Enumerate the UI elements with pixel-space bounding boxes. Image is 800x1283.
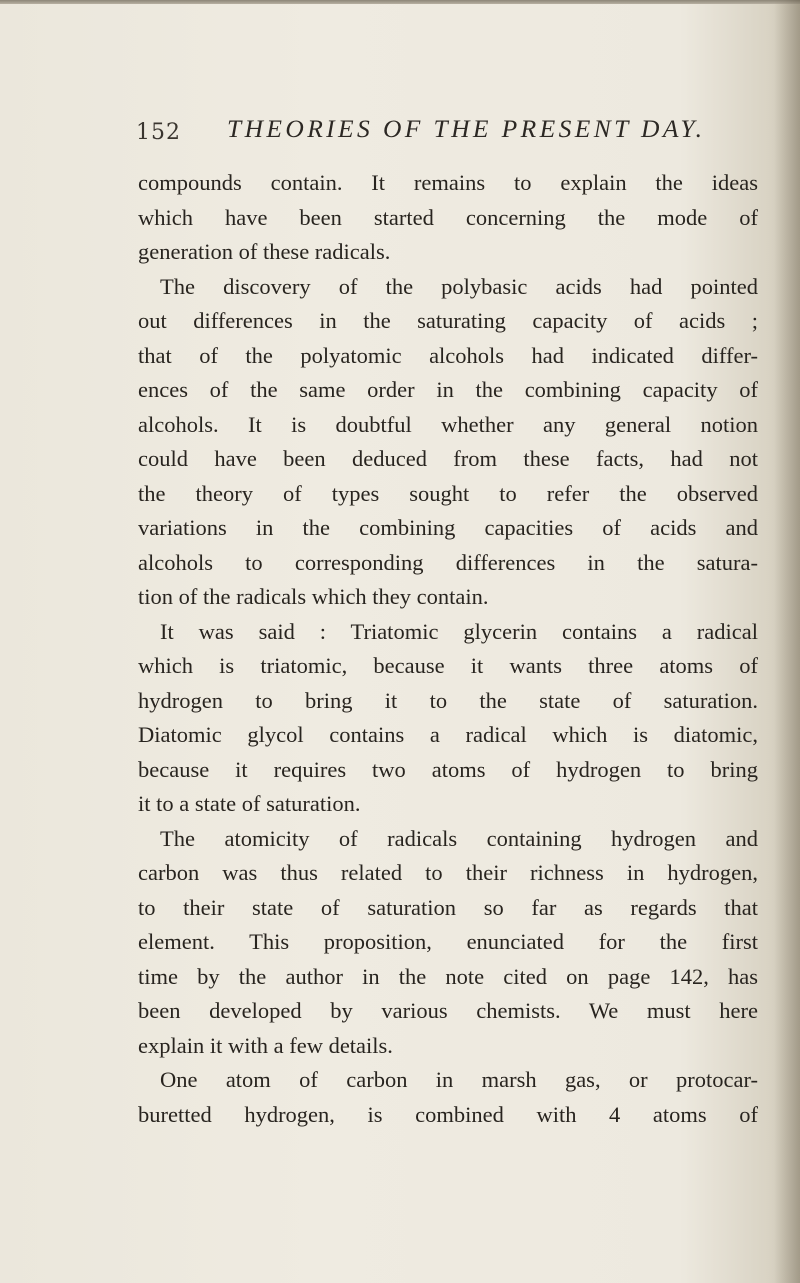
text-line: which have been started concerning the mode of bbox=[138, 204, 758, 230]
text-line: hydrogen to bring it to the state of saturation. bbox=[138, 687, 758, 713]
top-edge-rule bbox=[0, 0, 800, 4]
text-line: The discovery of the polybasic acids had pointed bbox=[160, 273, 758, 299]
text-line: time by the author in the note cited on page 142, has bbox=[138, 963, 758, 989]
page-number: 152 bbox=[136, 120, 181, 145]
text-line: generation of these radicals. bbox=[138, 239, 391, 264]
text-line: alcohols to corresponding differences in the satura- bbox=[138, 549, 758, 575]
text-line: alcohols. It is doubtful whether any general notion bbox=[138, 411, 758, 437]
text-line: could have been deduced from these facts, had not bbox=[138, 446, 758, 471]
text-line: that of the polyatomic alcohols had indicated differ- bbox=[138, 342, 758, 368]
text-line: the theory of types sought to refer the observed bbox=[138, 480, 758, 506]
text-line: compounds contain. It remains to explain the ideas bbox=[138, 170, 758, 195]
text-line: One atom of carbon in marsh gas, or protocar- bbox=[160, 1067, 758, 1092]
text-line: been developed by various chemists. We must here bbox=[138, 998, 758, 1023]
text-line: tion of the radicals which they contain. bbox=[138, 584, 489, 609]
text-line: because it requires two atoms of hydrogen to bring bbox=[138, 756, 758, 782]
text-line: carbon was thus related to their richness in hydrogen, bbox=[138, 860, 758, 885]
text-line: explain it with a few details. bbox=[138, 1032, 393, 1058]
text-line: to their state of saturation so far as regards that bbox=[138, 894, 758, 920]
text-line: buretted hydrogen, is combined with 4 atoms of bbox=[138, 1101, 758, 1127]
text-line: out differences in the saturating capacity of acids ; bbox=[138, 308, 758, 333]
text-line: element. This proposition, enunciated for the first bbox=[138, 929, 758, 954]
text-line: It was said : Triatomic glycerin contains a radical bbox=[160, 618, 758, 644]
page-edge-shadow bbox=[774, 0, 800, 1283]
running-title: THEORIES OF THE PRESENT DAY. bbox=[227, 114, 706, 143]
text-line: The atomicity of radicals containing hydrogen and bbox=[160, 825, 758, 851]
text-line: ences of the same order in the combining capacity of bbox=[138, 377, 758, 402]
body-text bbox=[138, 166, 758, 1132]
text-line: it to a state of saturation. bbox=[138, 791, 361, 816]
text-line: Diatomic glycol contains a radical which is diatomic, bbox=[138, 722, 758, 747]
running-head bbox=[136, 114, 756, 154]
text-line: variations in the combining capacities of acids and bbox=[138, 515, 758, 540]
text-line: which is triatomic, because it wants three atoms of bbox=[138, 653, 758, 678]
